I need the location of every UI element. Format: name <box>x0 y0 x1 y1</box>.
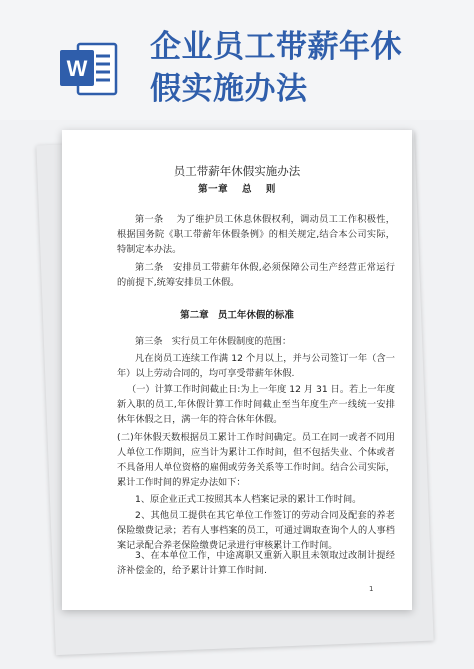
calculation-paragraph: （一）计算工作时间截止日:为上一年度 12 月 31 日。若上一年度新入职的员工,年休假计算工作时间截止至当年度生产一线统一安排休年休假之日，满一年的符合休年休假。 <box>117 384 395 425</box>
rule-item-2: 2、其他员工提供在其它单位工作签订的劳动合同及配套的养老保险缴费记录；若有人事档案的员工，可通过调取查询个人的人事档案记录配合养老保险缴费记录进行审核累计工作时间。 <box>117 510 395 551</box>
word-icon-letter: W <box>66 56 88 81</box>
document-title: 员工带薪年休假实施办法 <box>173 164 301 178</box>
article-1: 第一条 为了维护员工休息休假权利，调动员工工作积极性，根据国务院《职工带薪年休假条例》的相关规定,结合本公司实际，特制定本办法。 <box>117 214 395 255</box>
banner <box>0 0 474 120</box>
rule-item-3: 3、在本单位工作，中途离职又重新入职且未领取过改制计提经济补偿金的，给予累计计算工作时间. <box>117 550 395 576</box>
days-paragraph: (二)年休假天数根据员工累计工作时间确定。员工在同一或者不同用人单位工作期间，应当计为累计工作时间，但不包括失业、个体或者不具备用人单位资格的雇佣或劳务关系等工作时间。结合公司实际，累计工作时间的界定办法如下： <box>117 432 395 488</box>
document-page <box>62 130 412 610</box>
chapter-2-heading <box>62 308 412 323</box>
article-2: 第二条 安排员工带薪年休假,必须保障公司生产经营正常运行的前提下,统筹安排员工休假。 <box>117 262 395 288</box>
page-title-line2: 假实施办法 <box>150 71 308 107</box>
page-number: 1 <box>369 585 374 593</box>
article-3: 第三条 实行员工年休假制度的范围： <box>135 336 292 347</box>
chapter-1-number: 第一章 <box>198 184 229 195</box>
chapter-1-word1: 总 <box>241 184 252 195</box>
chapter-1-word2: 则 <box>265 184 276 195</box>
word-document-icon <box>58 40 120 98</box>
scope-paragraph: 凡在岗员工连续工作满 12 个月以上，并与公司签订一年（含一年）以上劳动合同的，均可享受带薪年休假. <box>117 353 395 379</box>
chapter-2-name: 员工年休假的标准 <box>217 310 294 321</box>
page-title <box>150 26 460 110</box>
chapter-1-heading <box>62 182 412 197</box>
page-title-line1: 企业员工带薪年休 <box>150 29 402 65</box>
chapter-2-number: 第二章 <box>180 310 209 321</box>
rule-item-1: 1、原企业正式工按照其本人档案记录的累计工作时间。 <box>135 494 362 505</box>
